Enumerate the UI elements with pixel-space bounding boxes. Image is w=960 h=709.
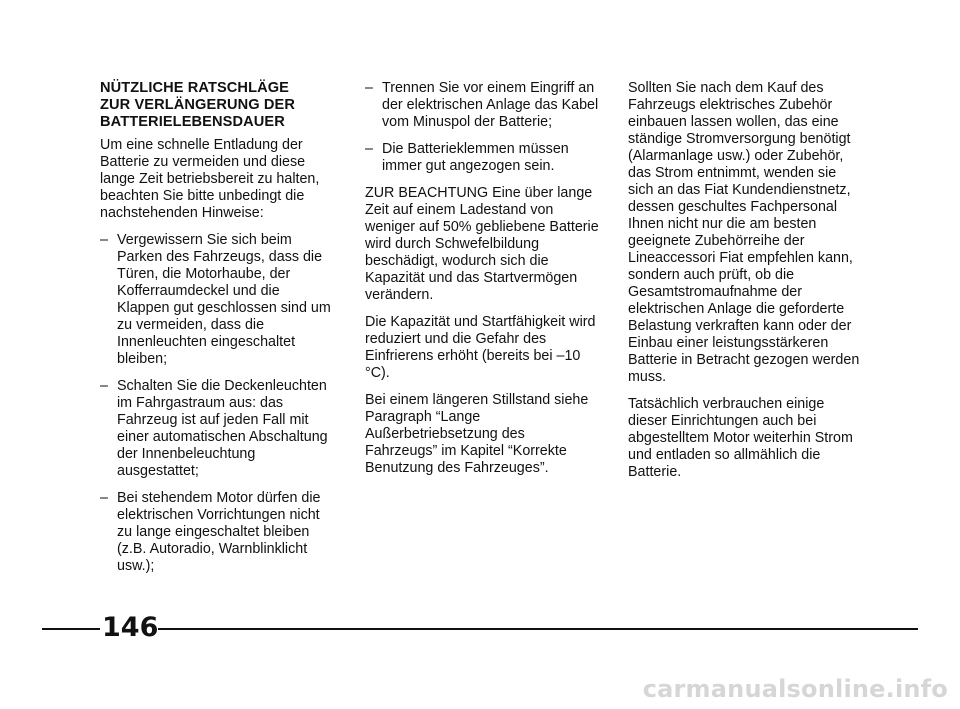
list-item: – Schalten Sie die Deckenleuchten im Fahrgastraum aus: das Fahrzeug ist auf jeden Fall mit einer automatischen Abschaltung der Innenbeleuchtung ausgestattet; [100,378,336,480]
note-paragraph: ZUR BEACHTUNG Eine über lange Zeit auf einem Ladestand von weniger auf 50% gebliebene Batterie wird durch Schwefelbildung beschädigt, wodurch sich die Kapazität und das Startvermögen verändern. [365,185,599,303]
column-right [628,80,864,491]
section-heading [100,80,336,131]
column-left [100,80,336,585]
footer-rule-left [42,628,100,630]
list-item: – Trennen Sie vor einem Eingriff an der elektrischen Anlage das Kabel vom Minuspol der Batterie; [365,80,600,131]
footer-rule-right [158,628,918,630]
tips-list-continued [365,80,600,175]
column-middle [365,80,600,487]
body-paragraph: Bei einem längeren Stillstand siehe Paragraph “Lange Außerbetriebsetzung des Fahrzeugs” im Kapitel “Korrekte Benutzung des Fahrzeuges”. [365,392,589,476]
body-paragraph: Sollten Sie nach dem Kauf des Fahrzeugs elektrisches Zubehör einbauen lassen wollen, das eine ständige Stromversorgung benötigt (Alarmanlage usw.) oder Zubehör, das Strom entnimmt, wenden sie sich an das Fiat Kundendienstnetz, dessen geschultes Fachpersonal Ihnen nicht nur die am besten geeignete Zubehörreihe der Lineaccessori Fiat empfehlen kann, sondern auch prüft, ob die Gesamtstromaufnahme der elektrischen Anlage die geforderte Belastung verkraften kann oder der Einbau einer leistungsstärkeren Batterie in Betracht gezogen werden muss. [628,80,860,385]
list-item: – Vergewissern Sie sich beim Parken des Fahrzeugs, dass die Türen, die Motorhaube, der Kofferraumdeckel und die Klappen gut geschlossen sind um zu vermeiden, dass die Innenleuchten eingeschaltet bleiben; [100,232,336,368]
body-paragraph: Tatsächlich verbrauchen einige dieser Einrichtungen auch bei abgestelltem Motor weiterhin Strom und entladen so allmählich die Batterie. [628,396,853,480]
page-number: 146 [102,612,159,643]
tips-list [100,232,336,575]
list-item: – Bei stehendem Motor dürfen die elektrischen Vorrichtungen nicht zu lange eingeschaltet bleiben (z.B. Autoradio, Warnblinklicht usw.); [100,490,336,575]
heading-line: NÜTZLICHE RATSCHLÄGE [100,80,290,96]
heading-line: ZUR VERLÄNGERUNG DER [100,97,295,113]
list-item: – Die Batterieklemmen müssen immer gut angezogen sein. [365,141,600,175]
intro-paragraph: Um eine schnelle Entladung der Batterie zu vermeiden und diese lange Zeit betriebsbereit zu halten, beachten Sie bitte unbedingt die nachstehenden Hinweise: [100,137,320,221]
heading-line: BATTERIELEBENSDAUER [100,114,285,130]
watermark: carmanualsonline.info [642,675,948,703]
body-paragraph: Die Kapazität und Startfähigkeit wird reduziert und die Gefahr des Einfrierens erhöht (bereits bei –10 °C). [365,314,596,381]
